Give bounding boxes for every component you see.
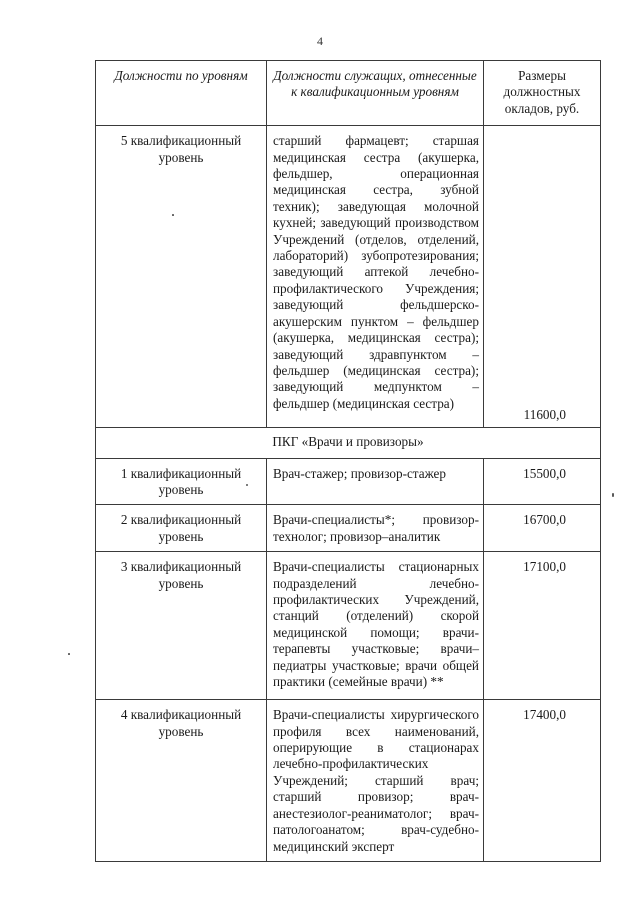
table-row xyxy=(96,126,601,428)
positions-cell: Врачи-специалисты стационарных подразделений лечебно-профилактических Учреждений, станций (отделений) скорой медицинской помощи; врачи-терапевты участковые; врачи–педиатры участковые; врачи общей практики (семейные врачи) ** xyxy=(267,552,484,700)
positions-cell: Врачи-специалисты хирургического профиля всех наименований, оперирующие в стационарах лечебно-профилактических Учреждений; старший врач; старший провизор; врач-анестезиолог-реаниматолог; врач-патологоанатом; врач-судебно-медицинский эксперт xyxy=(267,700,484,862)
level-cell: 1 квалификационный уровень xyxy=(96,458,267,505)
level-cell: 3 квалификационный уровень xyxy=(96,552,267,700)
header-positions: Должности служащих, отнесенные к квалификационным уровням xyxy=(267,61,484,126)
header-salary: Размеры должностных окладов, руб. xyxy=(484,61,601,126)
salary-table xyxy=(95,60,601,862)
salary-cell: 15500,0 xyxy=(484,458,601,505)
scan-speck xyxy=(172,214,174,216)
positions-cell: Врач-стажер; провизор-стажер xyxy=(267,458,484,505)
level-cell: 4 квалификационный уровень xyxy=(96,700,267,862)
positions-cell: старший фармацевт; старшая медицинская сестра (акушерка, фельдшер, операционная медицинская сестра, зубной техник); заведующая молочной кухней; заведующий производством Учреждений (отделов, отделений, лабораторий) зубопротезирования; заведующий аптекой лечебно-профилактического Учреждения; заведующий фельдшерско-акушерским пунктом – фельдшер (акушерка, медицинская сестра); заведующий здравпунктом – фельдшер (медицинская сестра); заведующий медпунктом – фельдшер (медицинская сестра) xyxy=(267,126,484,428)
group-title: ПКГ «Врачи и провизоры» xyxy=(96,428,601,458)
positions-cell: Врачи-специалисты*; провизор-технолог; провизор–аналитик xyxy=(267,505,484,552)
level-cell: 2 квалификационный уровень xyxy=(96,505,267,552)
table-row xyxy=(96,505,601,552)
scan-speck xyxy=(612,493,614,497)
table-row xyxy=(96,700,601,862)
salary-cell: 16700,0 xyxy=(484,505,601,552)
header-levels: Должности по уровням xyxy=(96,61,267,126)
level-cell: 5 квалификационный уровень xyxy=(96,126,267,428)
page-number: 4 xyxy=(317,34,323,48)
scan-speck xyxy=(246,484,248,486)
group-title-row xyxy=(96,428,601,458)
table-row xyxy=(96,552,601,700)
scan-speck xyxy=(68,653,70,655)
salary-cell: 11600,0 xyxy=(484,126,601,428)
table-row xyxy=(96,458,601,505)
table-header-row xyxy=(96,61,601,126)
salary-cell: 17400,0 xyxy=(484,700,601,862)
salary-cell: 17100,0 xyxy=(484,552,601,700)
